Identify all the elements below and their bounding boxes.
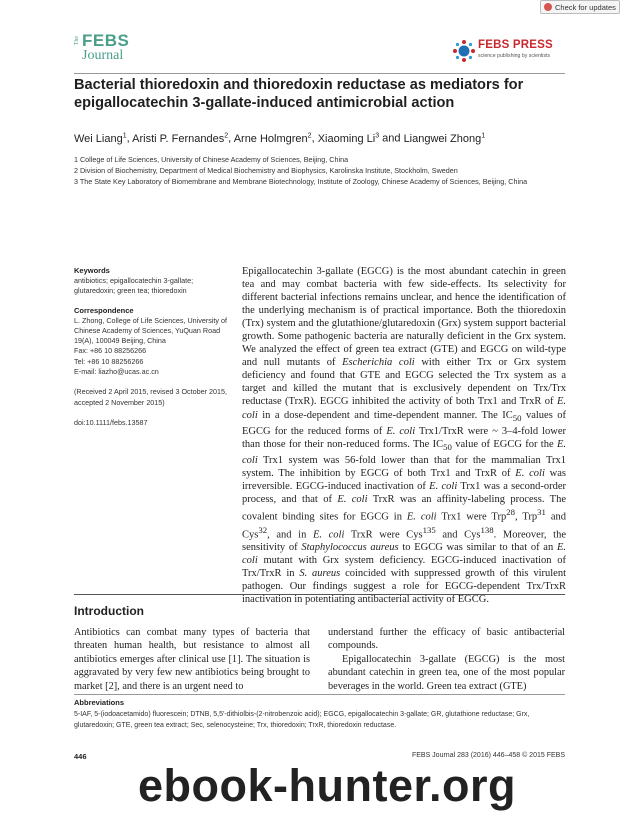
check-for-updates-button[interactable] — [540, 0, 620, 14]
header-divider — [74, 73, 565, 74]
introduction-heading: Introduction — [74, 604, 144, 618]
intro-col2-para2: Epigallocatechin 3-gallate (EGCG) is the most abundant catechin in green tea, one of the most popular beverages in the world. Green tea extract (GTE) — [328, 653, 565, 692]
keywords-heading: Keywords — [74, 266, 110, 275]
author-name: Wei Liang$^1$ — [74, 132, 127, 145]
abbreviations-text: 5-IAF, 5-(iodoacetamido) fluorescein; DTNB, 5,5′-dithiolbis-(2-nitrobenzoic acid); EGCG, epigallocatechin 3-gallate; GR, glutathione reductase; Grx, glutaredoxin; GTE, green tea extract; Sec, selenocysteine; Trx, thioredoxin; TrxR, thioredoxin reductase. — [74, 711, 530, 729]
journal-citation: FEBS Journal 283 (2016) 446–458 © 2015 FEBS — [411, 752, 565, 759]
febs-journal-logo: The FEBS Journal — [74, 31, 130, 63]
abbreviations-heading: Abbreviations — [74, 698, 125, 707]
keywords-text: antibiotics; epigallocatechin 3-gallate; glutaredoxin; green tea; thioredoxin — [74, 276, 194, 296]
abstract-text: Epigallocatechin 3-gallate (EGCG) is the most abundant catechin in green tea and may combat bacteria with few side-effects. Its selectivity for different bacterial infections remains unclear, and hence the identification of the underlying mechanism is of practical importance. Both the thioredoxin (Trx) system and the glutathione/glutaredoxin (Grx) system support bacterial growth. Some pathogenic bacteria are naturally deficient in the Grx system. We analyzed the effect of green tea extract (GTE) and EGCG on wild-type and null mutants of Escherichia coli with either Trx or Grx system deficiency and found that GTE and EGCG selected the Trx system as a target and killed the mutant that is exclusively dependent on Trx/Trx reductase (TrxR). EGCG inhibited the activity of both Trx1 and TrxR of E. coli in a dose-dependent and time-dependent manner. The $IC_{50}$ values of EGCG for the reduced forms of E. coli Trx1/TrxR were ~ 3–4-fold lower than those for their non-reduced forms. The $IC_{50}$ value of EGCG for the E. coli Trx1 system was 56-fold lower than that for the mammalian Trx1 system. The inhibition by EGCG of both Trx1 and TrxR of E. coli was irreversible. EGCG-induced inactivation of E. coli Trx1 was a second-order process, and that of E. coli TrxR was an affinity-labeling process. The covalent binding sites for EGCG in E. coli Trx1 were Trp$^{28}$, Trp$^{31}$ and Cys$^{32}$, and in E. coli TrxR were Cys$^{135}$ and Cys$^{138}$. Moreover, the sensitivity of Staphylococcus aureus to EGCG was similar to that of an E. coli mutant with Grx system deficiency. EGCG-induced inactivation of Trx/TrxR in S. aureus coincided with suppressed growth of this virulent pathogen. Our findings suggest a role for EGCG-dependent Trx/TrxR inactivation in potentiating antibacterial activity of EGCG. — [242, 266, 567, 606]
footer-divider — [74, 694, 565, 695]
article-info-sidebar — [74, 266, 234, 428]
author-name: Xiaoming Li$^3$ — [317, 132, 380, 145]
email-link[interactable]: E-mail: liazho@ucas.ac.cn — [74, 367, 159, 377]
check-updates-label: Check for updates — [555, 3, 616, 12]
article-title: Bacterial thioredoxin and thioredoxin reductase as mediators for epigallocatechin 3-gallate-induced antimicrobial action — [74, 77, 524, 111]
affiliation-3: 3 The State Key Laboratory of Biomembrane and Membrane Biotechnology, Institute of Zoology, Chinese Academy of Sciences, Beijing, China — [74, 177, 528, 186]
correspondence-heading: Correspondence — [74, 305, 134, 315]
febs-press-logo: FEBS PRESS science publishing by scientists — [452, 39, 562, 63]
page-number: 446 — [74, 752, 87, 761]
author-name: Liangwei Zhong$^1$ — [403, 132, 486, 145]
affiliation-2: 2 Division of Biochemistry, Department of Medical Biochemistry and Biophysics, Karolinska Institute, Stockholm, Sweden — [74, 166, 458, 175]
intro-col2-para1: understand further the efficacy of basic antibacterial compounds. — [328, 627, 565, 652]
update-icon — [544, 3, 552, 11]
tel-text: Tel: +86 10 88256266 — [74, 356, 144, 366]
fax-text: Fax: +86 10 88256266 — [74, 346, 147, 356]
doi-link[interactable]: doi:10.1111/febs.13587 — [74, 417, 148, 427]
correspondence-text: L. Zhong, College of Life Sciences, University of Chinese Academy of Sciences, YuQuan Road 19(A), 100049 Beijing, China — [74, 315, 228, 346]
author-list: Wei Liang$^1$, Aristi P. Fernandes$^2$, Arne Holmgren$^2$, Xiaoming Li$^3$ and Liangwei Zhong$^1$ — [74, 132, 486, 145]
author-name: Aristi P. Fernandes$^2$ — [132, 132, 229, 145]
abstract — [242, 265, 566, 606]
febs-press-mark-icon — [452, 39, 476, 63]
intro-column-2 — [328, 626, 565, 693]
watermark: ebook-hunter.org — [138, 760, 516, 811]
abstract-divider — [74, 594, 565, 595]
affiliation-1: 1 College of Life Sciences, University of Chinese Academy of Sciences, Beijing, China — [74, 155, 349, 164]
intro-column-1: Antibiotics can combat many types of bacteria that threaten human health, but resistance to almost all antibiotics emerges after clinical use [1]. The situation is aggravated by very few new antibiotics being brought to market [2], and there is an urgent need to — [74, 627, 310, 692]
received-dates: (Received 2 April 2015, revised 3 October 2015, accepted 2 November 2015) — [74, 387, 228, 407]
author-name: Arne Holmgren$^2$ — [233, 132, 312, 145]
